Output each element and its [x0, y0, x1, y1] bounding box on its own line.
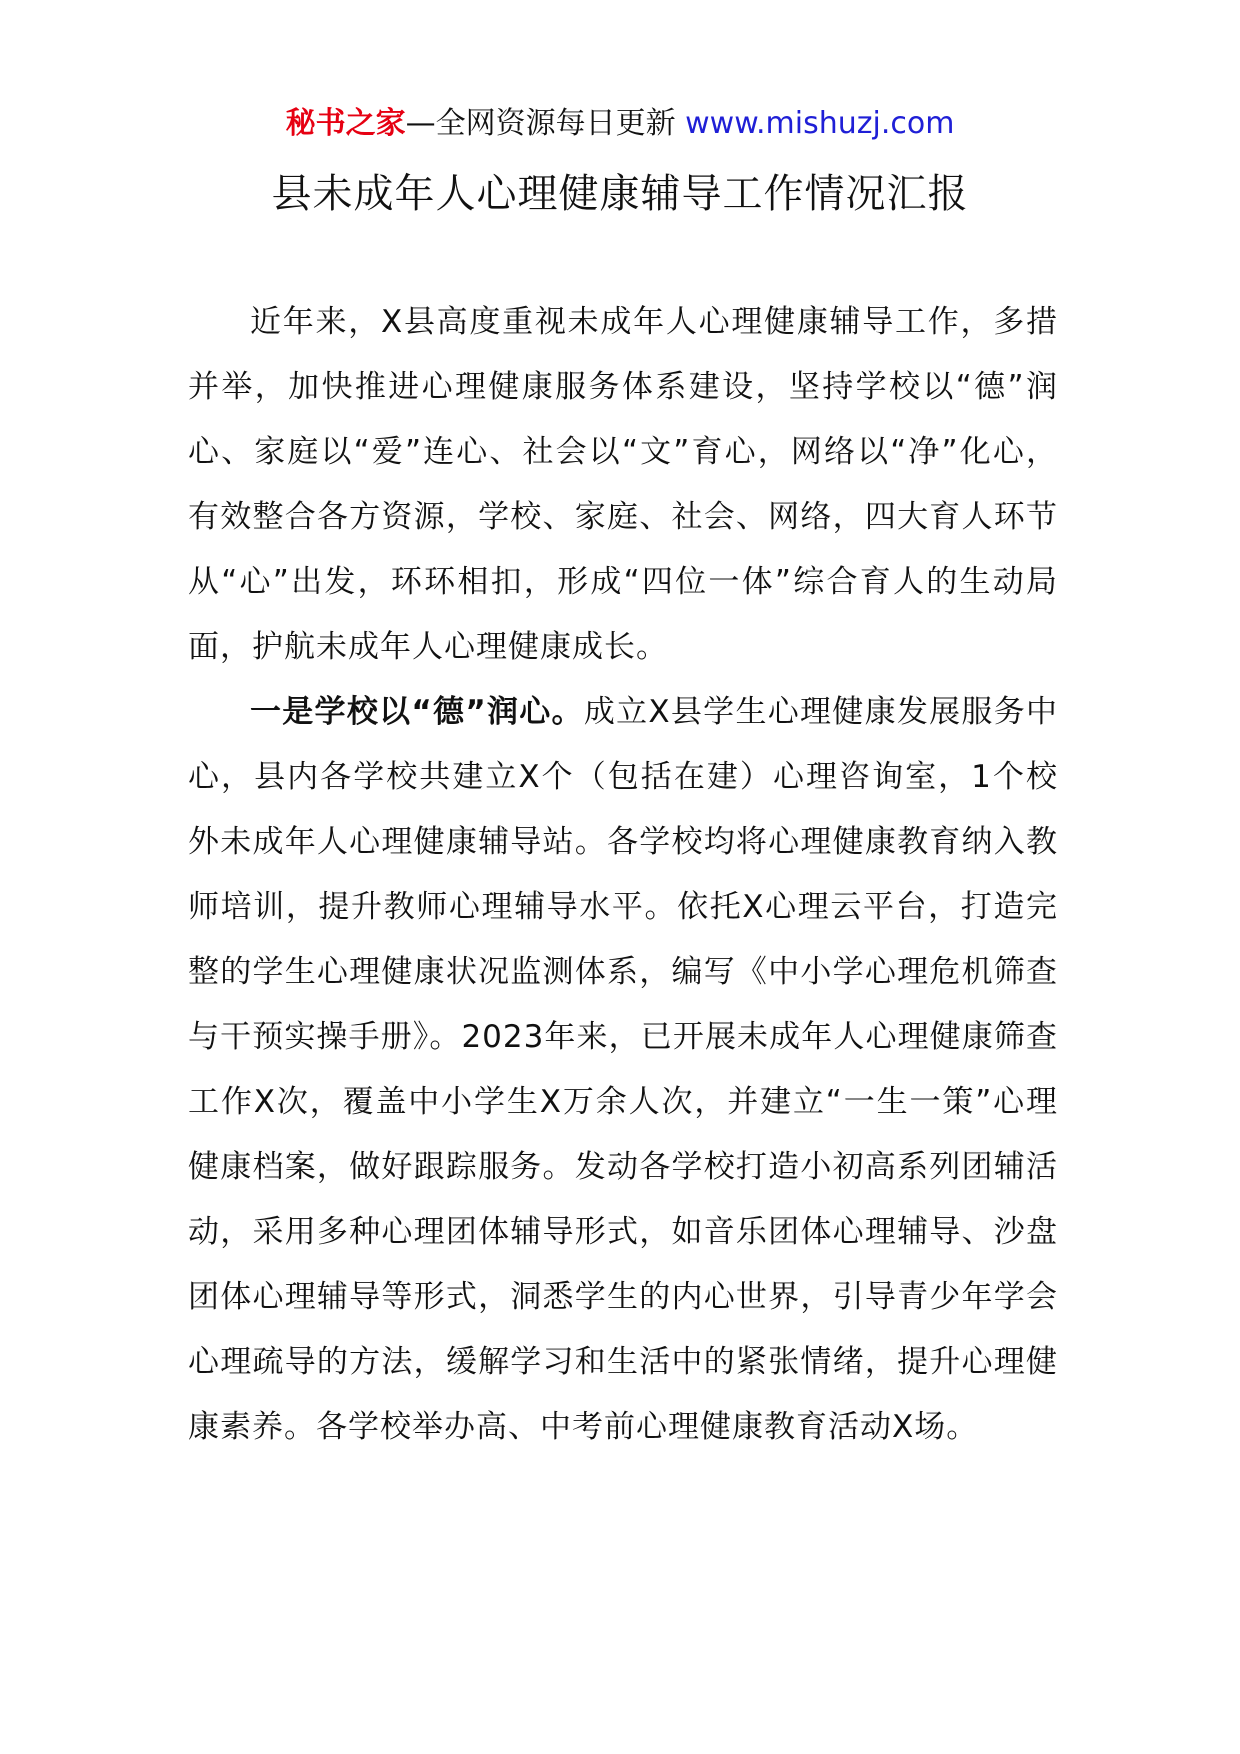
paragraph-text: 成立X县学生心理健康发展服务中心，县内各学校共建立X个（包括在建）心理咨询室，1个校外未成年人心理健康辅导站。各学校均将心理健康教育纳入教师培训，提升教师心理辅导水平。依托X心理云平台，打造完整的学生心理健康状况监测体系，编写《中小学心理危机筛查与干预实操手册》。2023年来，已开展未成年人心理健康筛查工作X次，覆盖中小学生X万余人次，并建立“一生一策”心理健康档案，做好跟踪服务。发动各学校打造小初高系列团辅活动，采用多种心理团体辅导形式，如音乐团体心理辅导、沙盘团体心理辅导等形式，洞悉学生的内心世界，引导青少年学会心理疏导的方法，缓解学习和生活中的紧张情绪，提升心理健康素养。各学校举办高、中考前心理健康教育活动X场。 [188, 694, 1058, 1445]
document-body [188, 290, 1058, 1460]
header-slogan: —全网资源每日更新 [405, 106, 676, 141]
paragraph-lead: 一是学校以“德”润心。 [250, 694, 584, 730]
school-section-paragraph [188, 680, 1058, 1460]
website-url[interactable]: www.mishuzj.com [685, 106, 955, 141]
watermark-header [0, 104, 1240, 144]
brand-name: 秘书之家 [285, 106, 406, 141]
paragraph-text: 近年来，X县高度重视未成年人心理健康辅导工作，多措并举，加快推进心理健康服务体系建设，坚持学校以“德”润心、家庭以“爱”连心、社会以“文”育心，网络以“净”化心，有效整合各方资源，学校、家庭、社会、网络，四大育人环节从“心”出发，环环相扣，形成“四位一体”综合育人的生动局面，护航未成年人心理健康成长。 [188, 304, 1058, 665]
intro-paragraph [188, 290, 1058, 680]
document-title: 县未成年人心理健康辅导工作情况汇报 [271, 171, 969, 217]
